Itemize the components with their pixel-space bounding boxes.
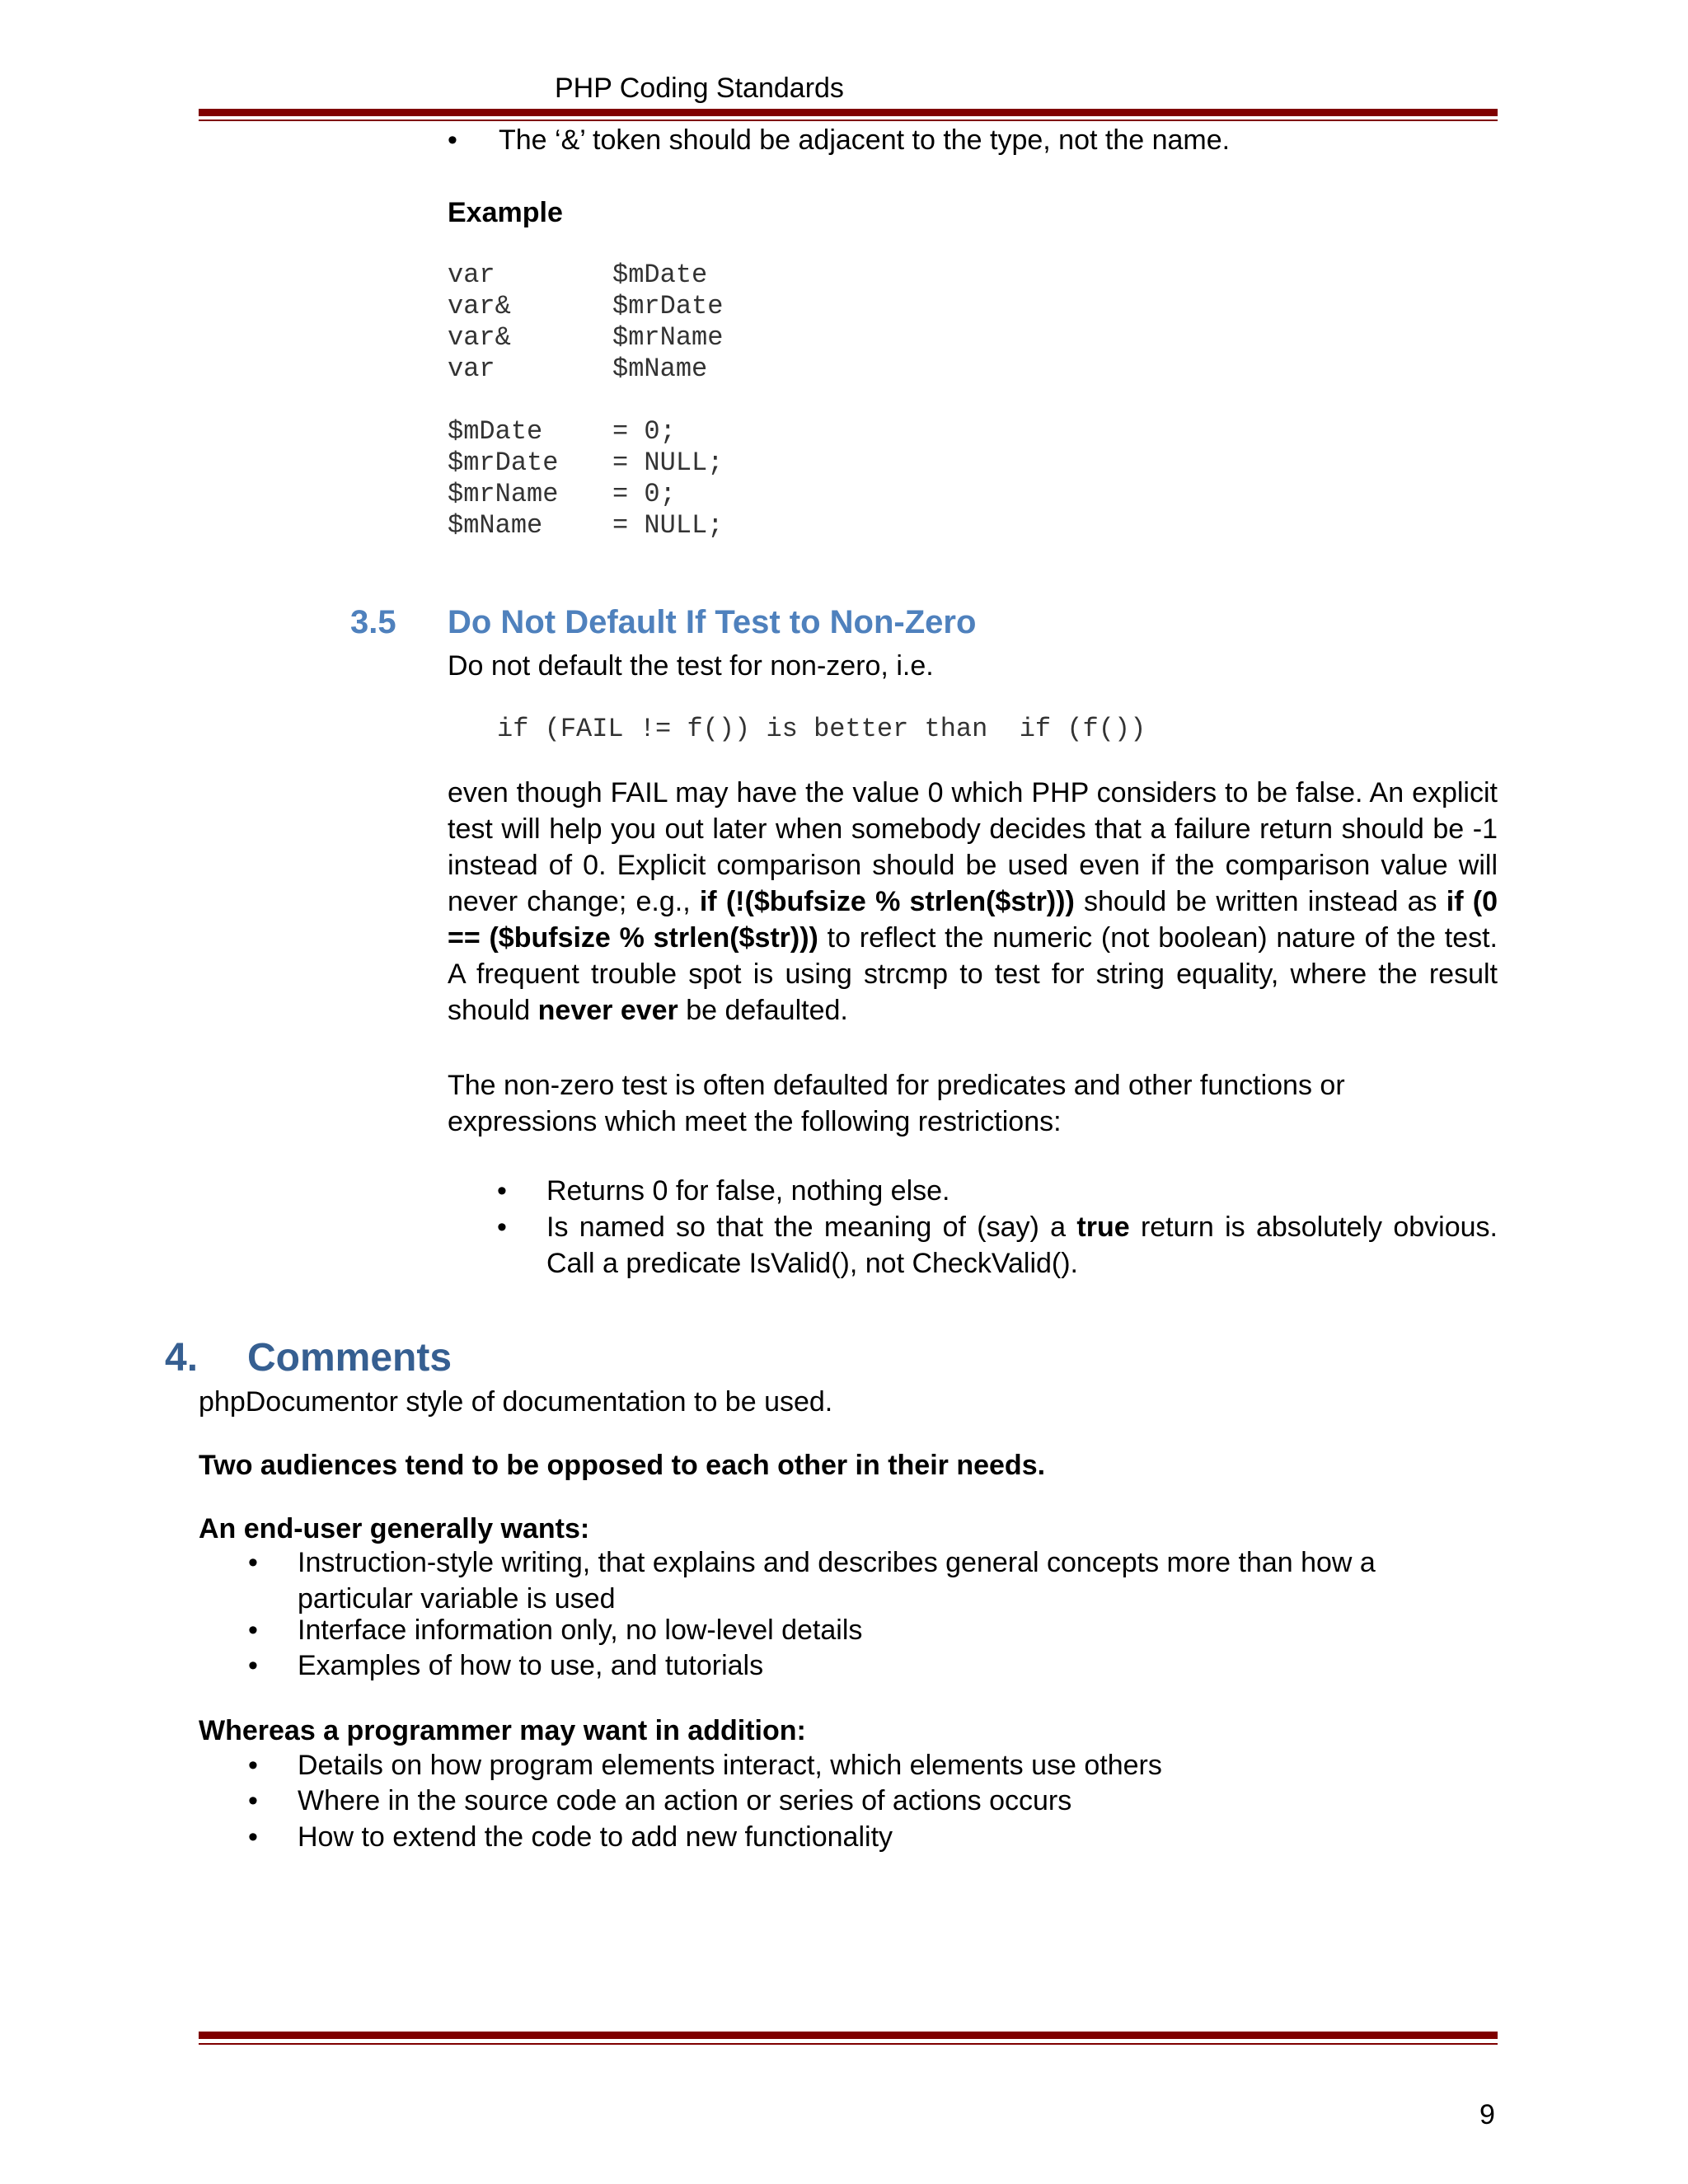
enduser-label: An end-user generally wants: (199, 1513, 590, 1544)
code-var: $mrDate (448, 448, 559, 478)
paragraph-text: should be written instead as (1074, 886, 1447, 917)
bullet-icon: • (248, 1785, 258, 1816)
code-var: $mName (612, 354, 708, 384)
bullet-icon: • (448, 124, 457, 156)
code-type: var (448, 260, 495, 290)
bold-code: if (!($bufsize % strlen($str))) (699, 886, 1075, 917)
section-number: 4. (165, 1336, 199, 1380)
explicit-test-paragraph (448, 775, 1498, 1029)
programmer-item: How to extend the code to add new functionality (298, 1821, 893, 1853)
code-var: $mrName (448, 479, 559, 509)
programmer-label: Whereas a programmer may want in addition: (199, 1715, 806, 1746)
code-var: $mrDate (612, 291, 724, 321)
bold-code: if (0 == ($bufsize % strlen($str))) (448, 886, 1498, 954)
code-value: = 0; (612, 416, 676, 447)
bold-emphasis: never ever (537, 995, 678, 1026)
code-type: var& (448, 291, 511, 321)
audiences-statement: Two audiences tend to be opposed to each other in their needs. (199, 1450, 1046, 1481)
bullet-icon: • (497, 1175, 507, 1207)
nonzero-paragraph: The non-zero test is often defaulted for predicates and other functions or expressions which meet the following restrictions: (448, 1070, 1345, 1137)
header-rule-thick (199, 109, 1498, 116)
paragraph-text: even though FAIL may have the value 0 which PHP considers to be false. An explicit test will help you out later when somebody decides that a failure return should be -1 instead of 0. Explicit comparison should be used even if the comparison value will never change; e.g., (448, 777, 1498, 917)
bullet-icon: • (248, 1547, 258, 1578)
top-bullet-text: The ‘&’ token should be adjacent to the type, not the name. (499, 124, 1231, 156)
bullet-icon: • (248, 1650, 258, 1681)
page-header-title: PHP Coding Standards (555, 73, 844, 104)
bullet-icon: • (248, 1615, 258, 1646)
example-label: Example (448, 197, 563, 228)
paragraph-text: be defaulted. (678, 995, 848, 1026)
code-var: $mrName (612, 322, 724, 353)
restriction-item (546, 1209, 1498, 1282)
enduser-item: Examples of how to use, and tutorials (298, 1650, 764, 1681)
section-title: Comments (247, 1336, 452, 1380)
code-value: = 0; (612, 479, 676, 509)
code-type: var& (448, 322, 511, 353)
code-type: var (448, 354, 495, 384)
section-number: 3.5 (350, 604, 396, 640)
bold-emphasis: true (1076, 1212, 1130, 1243)
comments-intro: phpDocumentor style of documentation to be used. (199, 1386, 833, 1418)
code-var: $mName (448, 510, 543, 541)
bullet-icon: • (248, 1750, 258, 1781)
code-var: $mDate (612, 260, 708, 290)
footer-rule-thin (199, 2043, 1498, 2045)
restriction-text: Is named so that the meaning of (say) a (546, 1212, 1077, 1243)
restriction-item: Returns 0 for false, nothing else. (546, 1175, 950, 1207)
code-var: $mDate (448, 416, 543, 447)
enduser-item: Interface information only, no low-level details (298, 1615, 863, 1646)
programmer-item: Details on how program elements interact, which elements use others (298, 1750, 1162, 1781)
programmer-item: Where in the source code an action or series of actions occurs (298, 1785, 1072, 1816)
code-value: = NULL; (612, 448, 724, 478)
header-rule-thin (199, 120, 1498, 121)
enduser-item: Instruction-style writing, that explains and describes general concepts more than how a particular variable is used (298, 1547, 1376, 1615)
code-comparison-example: if (FAIL != f()) is better than if (f()) (497, 714, 1146, 744)
code-value: = NULL; (612, 510, 724, 541)
section-title: Do Not Default If Test to Non-Zero (448, 604, 977, 640)
bullet-icon: • (497, 1212, 507, 1243)
paragraph-text: to reflect the numeric (not boolean) nature of the test. A frequent trouble spot is using strcmp to test for string equality, where the result should (448, 922, 1498, 1026)
footer-rule-thick (199, 2032, 1498, 2039)
page-number: 9 (1479, 2099, 1495, 2130)
restriction-text: return is absolutely obvious. Call a predicate IsValid(), not CheckValid(). (546, 1212, 1498, 1279)
bullet-icon: • (248, 1821, 258, 1853)
section-intro: Do not default the test for non-zero, i.e. (448, 650, 934, 682)
